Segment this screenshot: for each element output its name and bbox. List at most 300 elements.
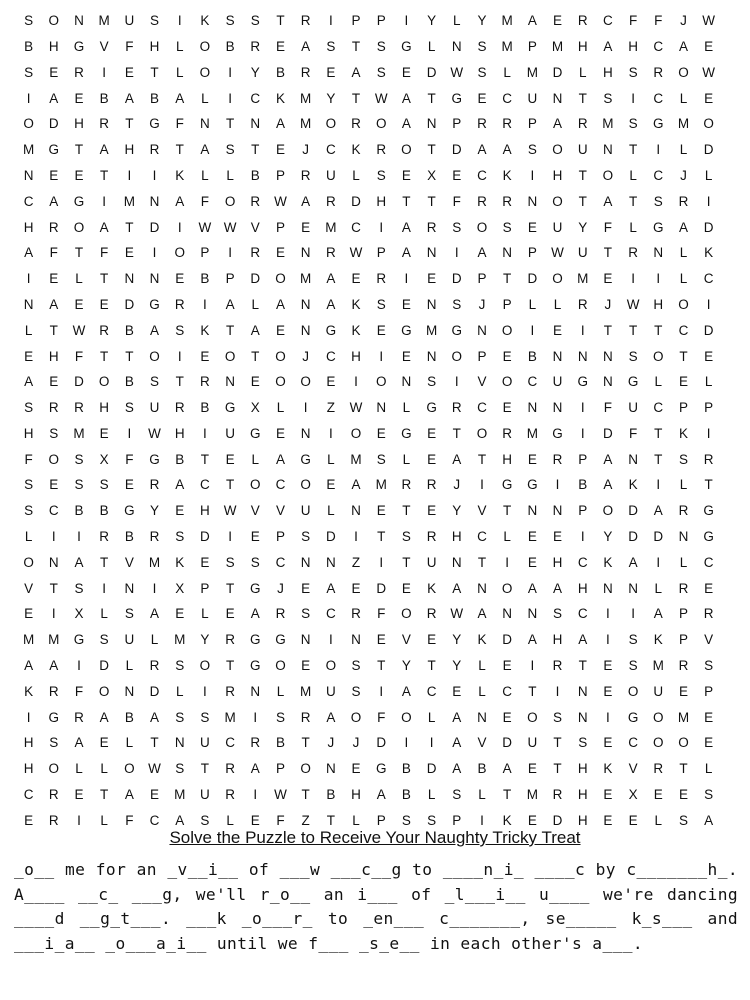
- grid-letter: C: [628, 735, 638, 751]
- grid-letter: G: [48, 142, 60, 158]
- grid-letter: K: [427, 580, 437, 596]
- grid-letter: Z: [326, 400, 335, 416]
- grid-letter: F: [603, 219, 613, 235]
- grid-letter: H: [552, 632, 563, 648]
- grid-letter: E: [527, 451, 537, 467]
- grid-letter: E: [99, 735, 109, 751]
- grid-row: [16, 679, 721, 705]
- grid-letter: E: [653, 787, 663, 803]
- grid-letter: L: [24, 322, 33, 338]
- grid-letter: R: [552, 787, 563, 803]
- grid-letter: P: [200, 580, 210, 596]
- grid-letter: H: [23, 219, 34, 235]
- grid-letter: G: [627, 374, 639, 390]
- grid-letter: B: [24, 38, 34, 54]
- grid-letter: S: [628, 116, 638, 132]
- grid-letter: I: [102, 64, 107, 80]
- grid-letter: K: [175, 554, 185, 570]
- grid-letter: A: [477, 245, 487, 261]
- grid-letter: P: [351, 13, 361, 29]
- grid-letter: S: [704, 787, 714, 803]
- grid-letter: N: [477, 580, 487, 596]
- grid-letter: O: [300, 761, 311, 777]
- grid-letter: S: [678, 812, 688, 828]
- grid-letter: N: [678, 529, 689, 545]
- grid-letter: T: [427, 193, 436, 209]
- grid-letter: C: [577, 554, 588, 570]
- grid-letter: C: [149, 812, 160, 828]
- grid-letter: B: [401, 761, 411, 777]
- grid-letter: N: [124, 580, 135, 596]
- grid-letter: G: [401, 38, 412, 54]
- grid-letter: R: [401, 477, 412, 493]
- grid-letter: N: [527, 503, 538, 519]
- grid-letter: S: [99, 477, 109, 493]
- grid-letter: I: [530, 658, 535, 674]
- grid-letter: A: [401, 683, 411, 699]
- grid-letter: O: [501, 374, 513, 390]
- grid-letter: O: [149, 348, 160, 364]
- grid-letter: G: [250, 580, 261, 596]
- grid-letter: E: [376, 322, 386, 338]
- grid-letter: T: [654, 425, 663, 441]
- grid-letter: G: [401, 322, 412, 338]
- grid-letter: G: [703, 503, 714, 519]
- grid-letter: L: [553, 296, 562, 312]
- grid-letter: O: [350, 425, 362, 441]
- grid-letter: Y: [578, 219, 588, 235]
- grid-letter: I: [228, 64, 232, 80]
- grid-letter: T: [628, 322, 638, 338]
- grid-letter: M: [48, 632, 60, 648]
- grid-letter: R: [502, 193, 513, 209]
- grid-letter: H: [351, 787, 361, 803]
- grid-letter: A: [578, 632, 588, 648]
- grid-letter: U: [149, 400, 160, 416]
- grid-letter: E: [427, 271, 437, 287]
- grid-row: [16, 343, 721, 369]
- grid-letter: I: [102, 193, 107, 209]
- grid-letter: T: [326, 812, 335, 828]
- grid-letter: V: [477, 735, 487, 751]
- grid-letter: R: [250, 245, 261, 261]
- grid-letter: N: [552, 90, 563, 106]
- grid-letter: C: [477, 529, 487, 545]
- grid-letter: I: [127, 167, 132, 183]
- grid-letter: O: [375, 116, 387, 132]
- grid-letter: I: [404, 271, 409, 287]
- grid-letter: N: [351, 632, 361, 648]
- grid-letter: A: [49, 658, 59, 674]
- grid-letter: I: [580, 400, 585, 416]
- grid-letter: N: [300, 632, 311, 648]
- grid-letter: V: [24, 580, 34, 596]
- grid-letter: O: [552, 271, 563, 287]
- grid-letter: T: [654, 451, 663, 467]
- grid-letter: R: [149, 658, 160, 674]
- grid-letter: B: [225, 38, 235, 54]
- grid-letter: P: [527, 245, 537, 261]
- grid-letter: I: [656, 271, 661, 287]
- grid-letter: B: [99, 503, 109, 519]
- grid-letter: A: [24, 245, 34, 261]
- grid-letter: M: [148, 554, 161, 570]
- grid-letter: B: [200, 271, 210, 287]
- grid-letter: N: [74, 13, 84, 29]
- grid-letter: N: [527, 193, 538, 209]
- grid-letter: H: [200, 503, 210, 519]
- grid-letter: E: [427, 425, 437, 441]
- grid-row: [16, 369, 721, 395]
- grid-letter: S: [150, 13, 160, 29]
- grid-letter: L: [327, 451, 335, 467]
- grid-letter: C: [527, 374, 538, 390]
- grid-letter: S: [74, 451, 84, 467]
- grid-letter: E: [704, 580, 714, 596]
- grid-letter: W: [551, 245, 564, 261]
- grid-letter: N: [124, 683, 135, 699]
- grid-letter: C: [325, 142, 336, 158]
- grid-letter: T: [628, 193, 638, 209]
- grid-letter: I: [706, 296, 711, 312]
- grid-letter: W: [274, 787, 287, 803]
- grid-letter: O: [199, 64, 211, 80]
- grid-letter: L: [478, 787, 486, 803]
- grid-letter: R: [48, 683, 59, 699]
- grid-letter: R: [174, 296, 185, 312]
- grid-letter: T: [427, 658, 436, 674]
- grid-letter: T: [679, 348, 688, 364]
- grid-letter: D: [628, 503, 638, 519]
- grid-letter: O: [401, 142, 412, 158]
- grid-letter: T: [49, 580, 58, 596]
- grid-letter: A: [275, 296, 285, 312]
- grid-letter: E: [678, 683, 688, 699]
- grid-letter: N: [300, 425, 311, 441]
- grid-letter: O: [199, 658, 211, 674]
- grid-letter: K: [477, 632, 487, 648]
- grid-letter: H: [124, 142, 135, 158]
- grid-letter: H: [376, 193, 387, 209]
- grid-letter: V: [275, 503, 285, 519]
- grid-letter: I: [51, 606, 56, 622]
- grid-letter: X: [99, 451, 109, 467]
- grid-letter: S: [326, 38, 336, 54]
- grid-letter: Y: [477, 13, 487, 29]
- grid-letter: M: [577, 271, 589, 287]
- grid-letter: O: [703, 116, 714, 132]
- fill-in-puzzle-text: _o__ me for an _v__i__ of ___w ___c__g to ____n_i_ ____c by c_______h_. A____ __c_ ___g, we'll r_o__ an i___ of _l___i__ u____ we're dancing ____d __g_t___. ___k _o___r_ to _en___ c_______, se_____ k_s___ and ___i_a__ _o___a_i__ until we f___ _s_e__ in each other's a___.: [14, 860, 738, 953]
- puzzle-title: Solve the Puzzle to Receive Your Naughty Tricky Treat: [169, 828, 581, 847]
- grid-letter: S: [553, 709, 563, 725]
- grid-letter: T: [100, 167, 109, 183]
- grid-letter: C: [678, 322, 689, 338]
- grid-row: [16, 705, 721, 731]
- grid-letter: L: [100, 812, 108, 828]
- grid-letter: A: [150, 322, 160, 338]
- grid-letter: T: [351, 90, 361, 106]
- grid-letter: Y: [401, 658, 411, 674]
- grid-letter: S: [24, 477, 34, 493]
- grid-letter: Y: [452, 632, 462, 648]
- grid-letter: R: [477, 116, 487, 132]
- grid-letter: S: [250, 13, 260, 29]
- grid-letter: D: [703, 322, 714, 338]
- grid-letter: S: [477, 64, 487, 80]
- grid-letter: F: [100, 245, 109, 261]
- grid-letter: H: [451, 529, 462, 545]
- grid-letter: A: [301, 38, 311, 54]
- grid-letter: B: [200, 400, 210, 416]
- grid-letter: D: [653, 529, 664, 545]
- grid-letter: S: [376, 451, 386, 467]
- grid-letter: N: [426, 296, 437, 312]
- grid-letter: I: [354, 529, 358, 545]
- grid-letter: S: [24, 64, 34, 80]
- grid-letter: O: [23, 554, 34, 570]
- grid-letter: B: [124, 529, 134, 545]
- grid-letter: B: [275, 64, 285, 80]
- grid-letter: I: [203, 296, 207, 312]
- grid-letter: E: [401, 580, 411, 596]
- grid-letter: C: [250, 90, 261, 106]
- grid-letter: I: [606, 632, 610, 648]
- grid-letter: R: [48, 219, 59, 235]
- grid-letter: A: [326, 580, 336, 596]
- grid-letter: D: [603, 425, 613, 441]
- grid-row: [16, 318, 721, 344]
- grid-letter: A: [452, 735, 462, 751]
- grid-letter: I: [631, 90, 635, 106]
- grid-letter: A: [200, 142, 210, 158]
- grid-letter: L: [100, 606, 108, 622]
- grid-letter: I: [177, 219, 182, 235]
- grid-letter: D: [376, 735, 387, 751]
- grid-letter: K: [628, 477, 638, 493]
- grid-letter: M: [300, 90, 312, 106]
- grid-letter: I: [631, 606, 635, 622]
- grid-letter: R: [250, 193, 261, 209]
- grid-letter: T: [225, 477, 235, 493]
- grid-letter: E: [401, 348, 411, 364]
- grid-letter: T: [402, 554, 411, 570]
- grid-letter: R: [678, 193, 689, 209]
- grid-letter: T: [427, 90, 436, 106]
- grid-letter: R: [376, 142, 387, 158]
- grid-letter: R: [628, 245, 638, 261]
- grid-letter: I: [77, 658, 81, 674]
- grid-letter: O: [300, 477, 311, 493]
- grid-letter: I: [203, 425, 207, 441]
- grid-letter: O: [98, 683, 110, 699]
- grid-letter: T: [503, 271, 512, 287]
- grid-letter: F: [74, 683, 84, 699]
- grid-letter: P: [704, 400, 714, 416]
- grid-letter: A: [452, 709, 462, 725]
- grid-letter: P: [704, 683, 714, 699]
- grid-letter: A: [553, 580, 563, 596]
- grid-letter: G: [627, 709, 639, 725]
- grid-letter: S: [175, 709, 185, 725]
- grid-letter: A: [150, 709, 160, 725]
- grid-letter: E: [704, 735, 714, 751]
- grid-letter: L: [679, 90, 688, 106]
- grid-letter: U: [577, 142, 588, 158]
- grid-row: [16, 34, 721, 60]
- grid-letter: G: [426, 400, 437, 416]
- grid-letter: E: [553, 529, 563, 545]
- grid-letter: D: [325, 529, 336, 545]
- grid-letter: G: [250, 658, 261, 674]
- grid-letter: R: [426, 219, 437, 235]
- grid-letter: T: [100, 348, 109, 364]
- grid-letter: H: [577, 38, 588, 54]
- grid-letter: I: [102, 580, 107, 596]
- grid-letter: N: [300, 296, 311, 312]
- grid-letter: N: [48, 554, 59, 570]
- grid-letter: D: [149, 683, 160, 699]
- grid-letter: U: [200, 735, 210, 751]
- grid-letter: A: [150, 606, 160, 622]
- grid-letter: C: [703, 271, 714, 287]
- grid-letter: G: [451, 90, 463, 106]
- grid-letter: K: [678, 425, 688, 441]
- grid-letter: A: [225, 296, 235, 312]
- grid-letter: X: [427, 167, 437, 183]
- grid-letter: E: [603, 658, 613, 674]
- grid-letter: L: [251, 451, 260, 467]
- grid-letter: L: [125, 735, 134, 751]
- grid-letter: I: [530, 167, 535, 183]
- grid-letter: S: [175, 529, 185, 545]
- grid-letter: I: [354, 374, 358, 390]
- grid-letter: G: [48, 709, 60, 725]
- grid-letter: E: [603, 812, 613, 828]
- grid-letter: J: [604, 296, 612, 312]
- grid-letter: W: [450, 606, 464, 622]
- grid-letter: I: [480, 812, 484, 828]
- grid-letter: N: [426, 116, 437, 132]
- grid-letter: T: [150, 735, 159, 751]
- grid-letter: P: [225, 271, 235, 287]
- grid-letter: Y: [427, 13, 437, 29]
- grid-letter: H: [653, 296, 664, 312]
- grid-letter: S: [275, 709, 285, 725]
- grid-letter: I: [328, 425, 333, 441]
- grid-row: [16, 447, 721, 473]
- grid-letter: D: [502, 735, 513, 751]
- grid-letter: H: [149, 38, 160, 54]
- grid-letter: T: [578, 167, 587, 183]
- grid-letter: T: [427, 142, 436, 158]
- grid-letter: B: [527, 348, 537, 364]
- grid-letter: F: [452, 193, 461, 209]
- grid-letter: D: [351, 193, 361, 209]
- grid-letter: I: [706, 193, 711, 209]
- grid-letter: I: [26, 271, 31, 287]
- grid-letter: R: [250, 38, 261, 54]
- grid-letter: I: [606, 709, 610, 725]
- grid-letter: R: [250, 735, 261, 751]
- grid-letter: L: [427, 787, 436, 803]
- grid-letter: N: [477, 322, 487, 338]
- grid-letter: G: [501, 477, 513, 493]
- grid-letter: N: [552, 400, 563, 416]
- grid-letter: L: [226, 167, 234, 183]
- grid-letter: Y: [326, 90, 336, 106]
- grid-letter: E: [452, 683, 462, 699]
- grid-letter: G: [73, 632, 85, 648]
- grid-letter: E: [628, 812, 638, 828]
- grid-letter: T: [251, 142, 260, 158]
- grid-letter: N: [351, 503, 361, 519]
- grid-letter: O: [678, 735, 689, 751]
- grid-letter: R: [74, 709, 84, 725]
- grid-letter: W: [223, 503, 237, 519]
- grid-letter: H: [23, 735, 34, 751]
- grid-letter: B: [275, 735, 285, 751]
- grid-letter: E: [351, 580, 361, 596]
- grid-letter: R: [678, 658, 689, 674]
- grid-letter: S: [99, 632, 109, 648]
- grid-letter: D: [451, 142, 462, 158]
- grid-letter: T: [704, 477, 713, 493]
- grid-letter: I: [228, 529, 232, 545]
- grid-letter: U: [200, 787, 210, 803]
- grid-letter: O: [653, 735, 664, 751]
- grid-letter: L: [201, 90, 209, 106]
- grid-letter: X: [628, 787, 638, 803]
- grid-letter: O: [375, 374, 387, 390]
- grid-letter: R: [149, 529, 160, 545]
- grid-letter: N: [603, 374, 613, 390]
- grid-letter: O: [300, 374, 311, 390]
- grid-letter: L: [478, 683, 486, 699]
- grid-letter: O: [73, 219, 85, 235]
- grid-letter: N: [451, 38, 462, 54]
- grid-letter: D: [502, 632, 513, 648]
- grid-letter: W: [198, 219, 212, 235]
- grid-letter: O: [275, 348, 286, 364]
- grid-letter: G: [224, 400, 236, 416]
- grid-letter: M: [677, 116, 690, 132]
- grid-letter: J: [478, 296, 486, 312]
- grid-letter: C: [325, 606, 336, 622]
- grid-letter: E: [99, 296, 109, 312]
- grid-letter: E: [74, 296, 84, 312]
- grid-row: [16, 137, 721, 163]
- grid-letter: S: [301, 529, 311, 545]
- grid-letter: L: [150, 632, 159, 648]
- grid-letter: I: [454, 245, 459, 261]
- grid-letter: I: [253, 787, 258, 803]
- grid-letter: R: [703, 451, 714, 467]
- grid-letter: D: [703, 219, 714, 235]
- grid-letter: E: [301, 219, 311, 235]
- grid-letter: C: [502, 683, 513, 699]
- grid-letter: D: [628, 529, 638, 545]
- grid-letter: L: [679, 554, 688, 570]
- grid-letter: A: [603, 477, 613, 493]
- grid-letter: T: [503, 787, 512, 803]
- grid-letter: A: [49, 90, 59, 106]
- grid-letter: D: [552, 812, 563, 828]
- grid-letter: S: [175, 322, 185, 338]
- grid-letter: A: [175, 477, 185, 493]
- grid-letter: D: [426, 64, 437, 80]
- grid-letter: L: [679, 142, 688, 158]
- grid-letter: T: [276, 13, 285, 29]
